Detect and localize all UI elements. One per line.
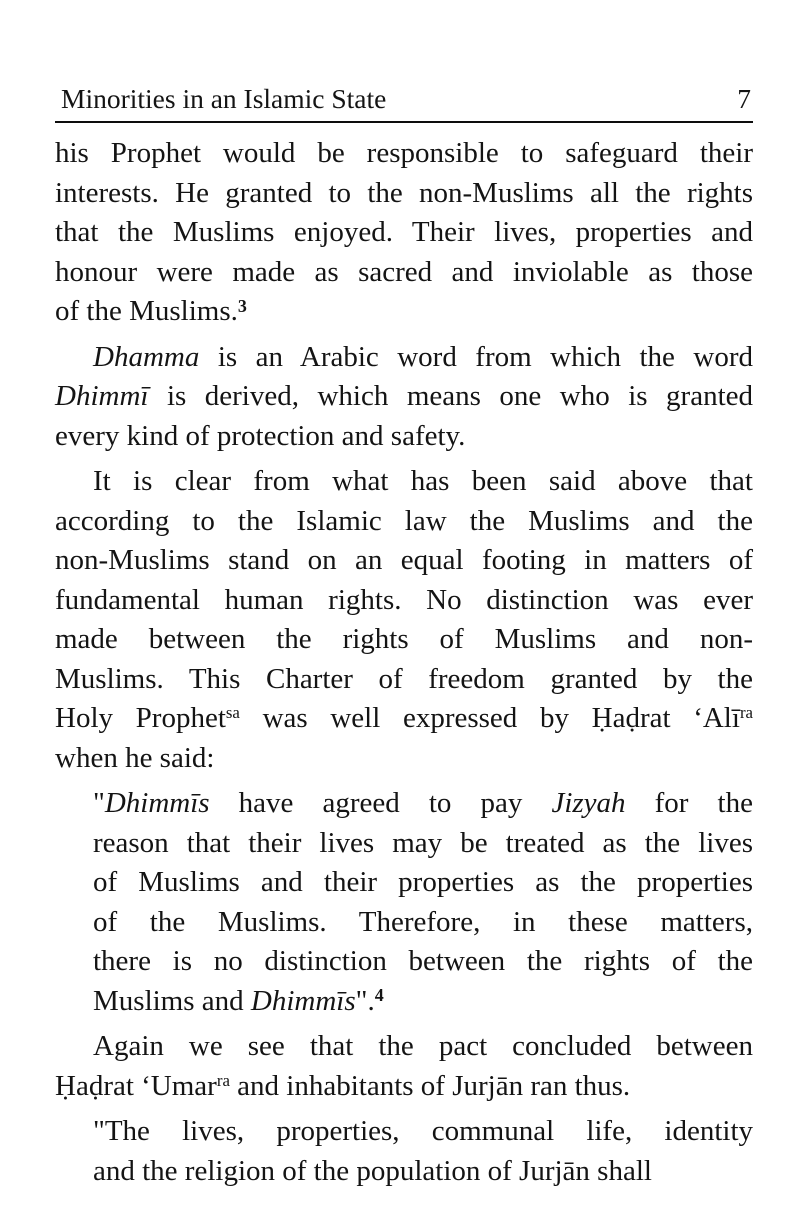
text-line — [93, 942, 753, 982]
text-line — [55, 1027, 753, 1067]
text-line — [55, 1067, 753, 1107]
text-line — [55, 377, 753, 417]
text-line — [93, 824, 753, 864]
text-run: Dhimmī — [55, 380, 149, 412]
text-line — [93, 784, 753, 824]
text-run: Holy Prophet — [55, 702, 226, 734]
text-run: Dhimmīs — [250, 984, 356, 1017]
text-run: Dhamma — [93, 340, 200, 373]
paragraph — [55, 134, 753, 332]
text-run: for the — [625, 787, 753, 819]
text-line — [55, 739, 753, 779]
text-run: It is clear from what has been said above that — [93, 465, 753, 497]
text-run: non-Muslims stand on an equal footing in matters of — [55, 544, 753, 576]
text-line — [55, 253, 753, 293]
page-header — [55, 82, 753, 123]
text-line — [55, 338, 753, 378]
text-run: honour were made as sacred and inviolable as those — [55, 255, 753, 288]
footnote-superscript: sa — [225, 703, 240, 723]
text-line — [55, 699, 753, 739]
text-run: is derived, which means one who is granted — [148, 380, 753, 412]
text-line — [55, 581, 753, 621]
text-run: made between the rights of Muslims and non- — [55, 623, 753, 655]
text-run: of Muslims and their properties as the properties — [93, 866, 753, 898]
text-line — [55, 417, 753, 457]
text-run: have agreed to pay — [209, 787, 552, 819]
text-run: reason that their lives may be treated as the lives — [93, 826, 753, 859]
text-line — [93, 1112, 753, 1152]
text-run: Jizyah — [551, 787, 626, 819]
text-run: fundamental human rights. No distinction was ever — [55, 583, 753, 616]
text-line — [55, 174, 753, 214]
block-quote — [93, 784, 753, 1021]
text-line — [55, 213, 753, 253]
text-run: ". — [355, 984, 375, 1017]
footnote-superscript: ra — [216, 1070, 230, 1090]
text-run: Again we see that the pact concluded between — [93, 1030, 753, 1062]
text-line — [55, 620, 753, 660]
text-line — [55, 541, 753, 581]
text-run: was well expressed by Ḥaḍrat ‘Alī — [239, 702, 740, 734]
page-number: 7 — [737, 83, 751, 114]
text-line — [55, 292, 753, 332]
text-run: Dhimmīs — [104, 787, 210, 819]
text-run: there is no distinction between the rights of the — [93, 945, 753, 977]
footnote-superscript: ra — [739, 703, 753, 723]
text-line — [93, 903, 753, 943]
paragraph — [55, 462, 753, 778]
text-run: interests. He granted to the non-Muslims all the rights — [55, 176, 753, 209]
text-line — [55, 462, 753, 502]
text-run: Muslims and — [93, 984, 251, 1017]
text-run: every kind of protection and safety. — [55, 419, 466, 452]
page-body — [55, 134, 753, 1191]
text-run: his Prophet would be responsible to safeguard their — [55, 137, 753, 169]
text-line — [93, 863, 753, 903]
text-line — [55, 502, 753, 542]
text-run: " — [93, 787, 105, 819]
text-run: Ḥaḍrat ‘Umar — [55, 1069, 217, 1102]
text-run: of the Muslims. Therefore, in these matters, — [93, 905, 753, 938]
text-line — [55, 134, 753, 174]
footnote-superscript: 4 — [374, 985, 384, 1006]
page-title: Minorities in an Islamic State — [61, 83, 387, 114]
text-run: according to the Islamic law the Muslims and the — [55, 504, 753, 537]
footnote-superscript: 3 — [237, 295, 247, 316]
text-run: is an Arabic word from which the word — [199, 340, 753, 373]
paragraph — [55, 1027, 753, 1106]
text-line — [55, 660, 753, 700]
text-run: and the religion of the population of Jurjān shall — [93, 1154, 652, 1187]
text-run: of the Muslims. — [55, 295, 238, 327]
block-quote — [93, 1112, 753, 1191]
paragraph — [55, 338, 753, 457]
text-run: and inhabitants of Jurjān ran thus. — [229, 1069, 631, 1102]
text-run: Muslims. This Charter of freedom granted by the — [55, 662, 753, 695]
text-line — [93, 1152, 753, 1192]
text-run: "The lives, properties, communal life, identity — [93, 1115, 753, 1147]
text-run: that the Muslims enjoyed. Their lives, properties and — [55, 216, 753, 248]
text-line — [93, 982, 753, 1022]
text-run: when he said: — [55, 741, 215, 774]
